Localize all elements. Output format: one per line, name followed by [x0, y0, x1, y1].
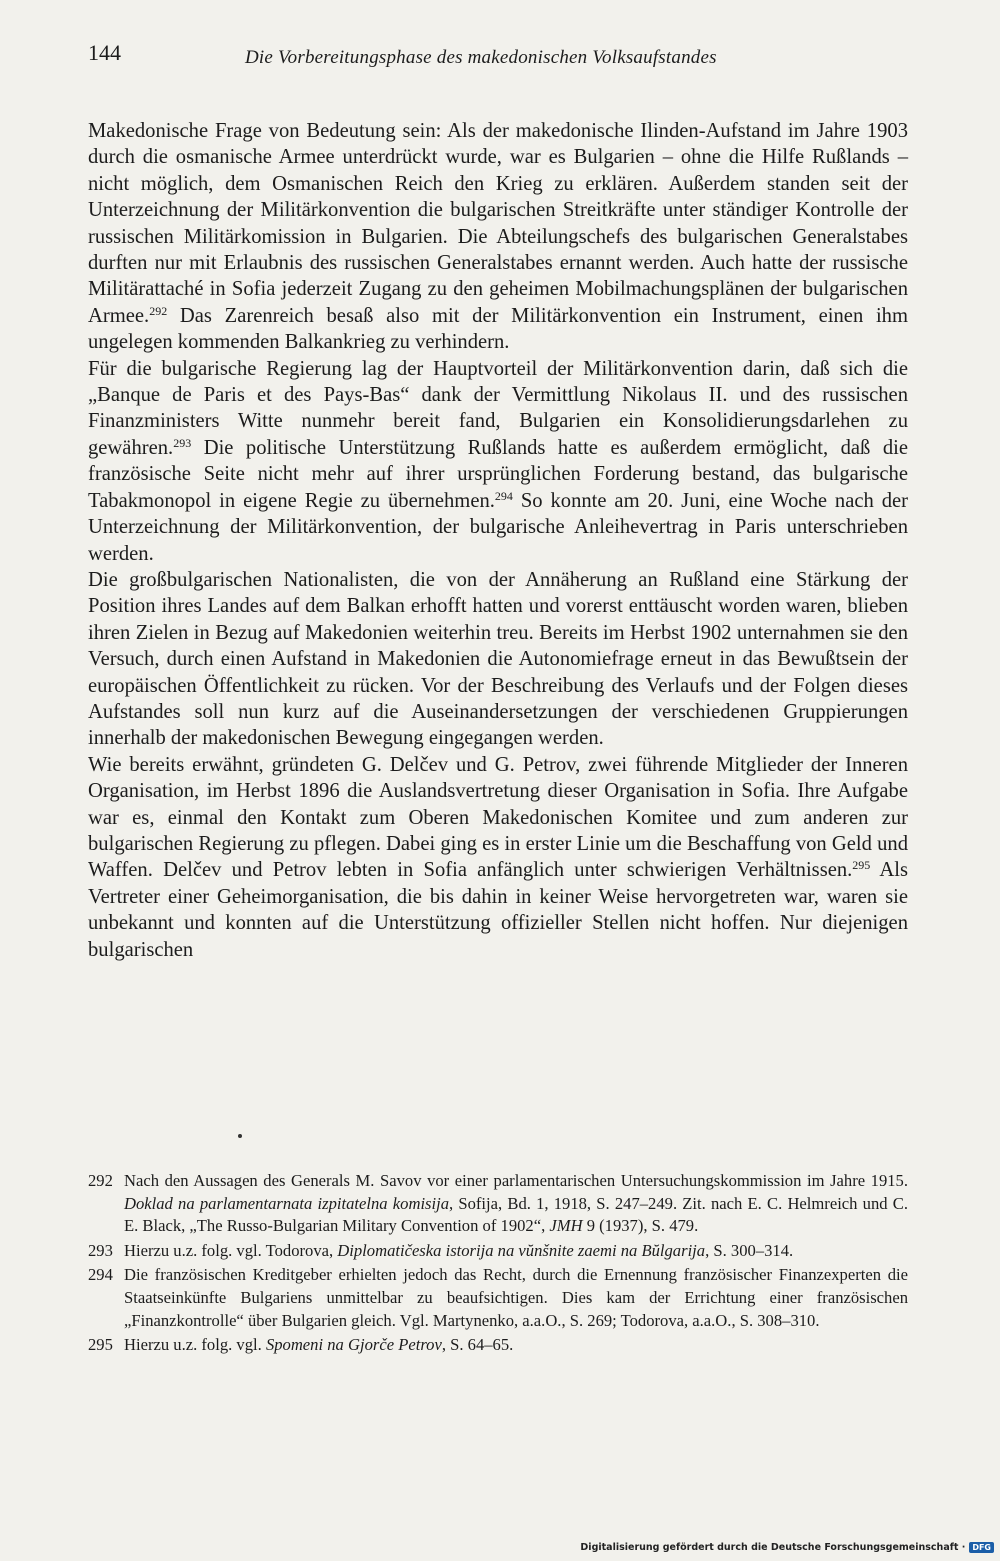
- footnote-ref: 295: [852, 858, 871, 873]
- running-title: Die Vorbereitungsphase des makedonischen Volksaufstandes: [245, 47, 717, 68]
- text-segment: Für die bulgarische Regierung lag der Hauptvorteil der Militärkonvention darin, daß sich die „Banque de Paris et des Pays-Bas“ dank der Vermittlung Nikolaus II. und des russischen Finanzministers Witte nunmehr bereit fand, Bulgarien ein Konsolidierungsdarlehen zu gewähren.: [88, 357, 908, 459]
- dfg-logo: DFG: [969, 1542, 994, 1553]
- paragraph: [88, 356, 908, 567]
- text-segment: Die großbulgarischen Nationalisten, die von der Annäherung an Rußland eine Stärkung der Position ihres Landes auf dem Balkan erhofft hatten und vorerst enttäuscht worden waren, blieben ihren Zielen in Bezug auf Makedonien weiterhin treu. Bereits im Herbst 1902 unternahmen sie den Versuch, durch einen Aufstand in Makedonien die Autonomiefrage erneut in das Bewußtsein der europäischen Öffentlichkeit zu rücken. Vor der Beschreibung des Verlaufs und der Folgen dieses Aufstandes soll nun kurz auf die Auseinandersetzungen der verschiedenen Gruppierungen innerhalb der makedonischen Bewegung eingegangen werden.: [88, 568, 908, 750]
- footnote-text: [124, 1264, 908, 1332]
- footnotes: [88, 1170, 908, 1359]
- text-segment: Die französischen Kreditgeber erhielten jedoch das Recht, durch die Ernennung französischer Finanzexperten die Staatseinkünfte Bulgariens unmittelbar zu beaufsichtigen. Dies kam der Errichtung einer französischen „Finanzkontrolle“ über Bulgarien gleich. Vgl. Martynenko, a.a.O., S. 269; Todorova, a.a.O., S. 308–310.: [124, 1265, 908, 1330]
- text-segment: Hierzu u.z. folg. vgl. Todorova,: [124, 1240, 338, 1260]
- footnote-text: [124, 1240, 908, 1263]
- footnote-number: 294: [88, 1265, 113, 1285]
- text-segment: Die politische Unterstützung Rußlands hatte es außerdem ermöglicht, daß die französische Seite nicht mehr auf ihrer ursprünglichen Forderung bestand, das bulgarische Tabakmonopol in eigene Regie zu übernehmen.: [88, 436, 908, 512]
- footnote-ref: 293: [173, 435, 192, 450]
- body-text: [88, 118, 908, 963]
- footnote-number: 292: [88, 1171, 113, 1190]
- footnote-number: 295: [88, 1335, 113, 1355]
- paragraph: [88, 752, 908, 963]
- page-header: [88, 40, 908, 80]
- footnote-ref: 294: [494, 488, 513, 503]
- text-segment: , Sofija, Bd. 1, 1918, S. 247–249. Zit. nach E. C. Helmreich und C. E. Black, „The Russo-Bulgarian Military Convention of 1902“,: [124, 1193, 908, 1236]
- footer-text: Digitalisierung gefördert durch die Deutsche Forschungsgemeinschaft ·: [580, 1542, 966, 1553]
- footnote-text: [124, 1170, 908, 1238]
- stray-dot: [238, 1134, 242, 1138]
- text-segment: Nach den Aussagen des Generals M. Savov vor einer parlamentarischen Untersuchungskommission im Jahre 1915.: [124, 1171, 908, 1190]
- footnote: [88, 1240, 908, 1263]
- italic-title: JMH: [549, 1216, 583, 1236]
- text-segment: Wie bereits erwähnt, gründeten G. Delčev und G. Petrov, zwei führende Mitglieder der Inneren Organisation, im Herbst 1896 die Auslandsvertretung dieser Organisation in Sofia. Ihre Aufgabe war es, einmal den Kontakt zum Oberen Makedonischen Komitee und zum anderen zur bulgarischen Regierung zu pflegen. Dabei ging es in erster Linie um die Beschaffung von Geld und Waffen. Delčev und Petrov lebten in Sofia anfänglich unter schwierigen Verhältnissen.: [88, 753, 908, 882]
- italic-title: Diplomatičeska istorija na vŭnšnite zaemi na Bŭlgarija: [337, 1240, 706, 1260]
- text-segment: 9 (1937), S. 479.: [582, 1216, 699, 1236]
- text-segment: Als Vertreter einer Geheimorganisation, die bis dahin in keiner Weise hervorgetreten war, waren sie unbekannt und konnten auf die Unterstützung offizieller Stellen nicht hoffen. Nur diejenigen bulgarischen: [88, 859, 908, 961]
- paragraph: [88, 118, 908, 356]
- footer-credit: [580, 1542, 994, 1553]
- text-segment: Hierzu u.z. folg. vgl.: [124, 1335, 266, 1355]
- footnote-number: 293: [88, 1240, 113, 1260]
- footnote-text: [124, 1334, 908, 1357]
- text-segment: Das Zarenreich besaß also mit der Militärkonvention ein Instrument, einen ihm ungelegen kommenden Balkankrieg zu verhindern.: [88, 304, 908, 354]
- text-segment: Makedonische Frage von Bedeutung sein: Als der makedonische Ilinden-Aufstand im Jahre 1903 durch die osmanische Armee unterdrückt wurde, war es Bulgarien – ohne die Hilfe Rußlands – nicht möglich, dem Osmanischen Reich den Krieg zu erklären. Außerdem standen seit der Unterzeichnung der Militärkonvention die bulgarischen Streitkräfte unter ständiger Kontrolle der russischen Militärkomission in Bulgarien. Die Abteilungschefs des bulgarischen Generalstabes durften nur mit Erlaubnis des russischen Generalstabes ernannt werden. Auch hatte der russische Militärattaché in Sofia jederzeit Zugang zu den geheimen Mobilmachungsplänen der bulgarischen Armee.: [88, 120, 908, 327]
- footnote: [88, 1170, 908, 1238]
- footnote-ref: 292: [149, 303, 168, 318]
- paragraph: [88, 567, 908, 752]
- text-segment: , S. 300–314.: [705, 1240, 794, 1260]
- italic-title: Spomeni na Gjorče Petrov: [265, 1335, 442, 1355]
- footnote: [88, 1334, 908, 1357]
- italic-title: Doklad na parlamentarnata izpitatelna komisija: [124, 1193, 450, 1213]
- page-number: 144: [88, 40, 121, 65]
- text-segment: , S. 64–65.: [441, 1335, 514, 1355]
- footnote: [88, 1264, 908, 1332]
- text-segment: So konnte am 20. Juni, eine Woche nach der Unterzeichnung der Militärkonvention, der bulgarische Anleihevertrag in Paris unterschrieben werden.: [88, 489, 908, 565]
